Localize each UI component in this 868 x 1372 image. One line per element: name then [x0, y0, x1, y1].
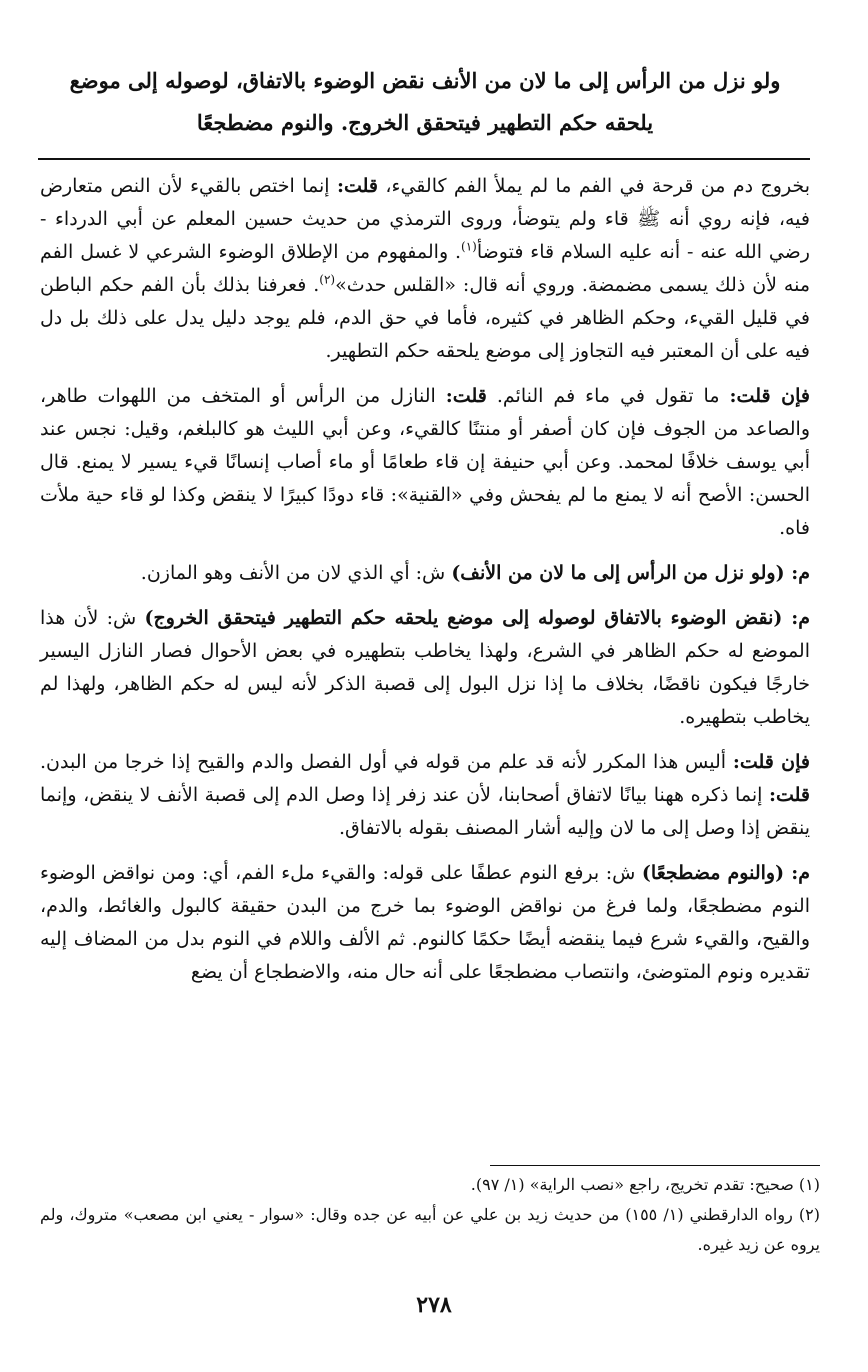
p5-q-label: فإن قلت:: [732, 751, 811, 773]
page-number: ٢٧٨: [416, 1292, 452, 1318]
p1-q-label: قلت:: [336, 175, 378, 197]
p1-text-a: بخروج دم من قرحة في الفم ما لم يملأ الفم كالقيء،: [385, 175, 810, 197]
footnote-2: (٢) رواه الدارقطني (١/ ١٥٥) من حديث زيد بن علي عن أبيه عن جده وقال: «سوار - يعني ابن مصعب» متروك، ولم يروه عن زيد غيره.: [40, 1205, 820, 1254]
footnote-ref-1: (١): [461, 239, 477, 254]
header-matn: ولو نزل من الرأس إلى ما لان من الأنف نقض الوضوء بالاتفاق، لوصوله إلى موضع يلحقه حكم التطهير فيتحقق الخروج. والنوم مضطجعًا: [69, 68, 781, 135]
p1-text-d: . فعرفنا بذلك بأن الفم حكم الباطن في قليل القيء، وحكم الظاهر في كثيره، فأما في حق الدم، فلم يوجد دليل يدل على ذلك بل دل فيه على أن المعتبر فيه التجاوز إلى موضع يلحقه حكم التطهير.: [40, 274, 810, 362]
p3-m-label: م: (ولو نزل من الرأس إلى ما لان من الأنف): [451, 562, 810, 584]
paragraph-5: [40, 746, 810, 845]
p6-text: ش: برفع النوم عطفًا على قوله: والقيء ملء الفم، أي: ومن نواقض الوضوء النوم مضطجعًا، ولما فرغ من نواقض الوضوء بما خرج من البدن حقيقة كالبول والغائط، والدم، والقيح، والقيء شرع فيما ينقضه أيضًا حكمًا كالنوم. ثم الألف واللام في النوم بدل من المضاف إليه تقديره ونوم المتوضئ، وانتصاب مضطجعًا على أنه حال منه، والاضطجاع أن يضع: [40, 862, 810, 983]
p5-a-label: قلت:: [768, 784, 811, 806]
p5-text-a: أليس هذا المكرر لأنه قد علم من قوله في أول الفصل والدم والقيح إذا خرجا من البدن.: [40, 751, 727, 773]
p2-a-label: قلت:: [445, 385, 487, 407]
p1-text-b: إنما اختص بالقيء لأن النص متعارض فيه، فإنه روي أنه ﷺ قاء ولم يتوضأ، وروى الترمذي من حديث حسين المعلم عن أبي الدرداء - رضي الله عنه - أنه عليه السلام قاء فتوضأ: [40, 175, 810, 263]
paragraph-4: [40, 602, 810, 734]
paragraph-1: [40, 170, 810, 368]
footnote-ref-2: (٢): [319, 272, 336, 287]
p1-text-c: . والمفهوم من الإطلاق الوضوء الشرعي لا غسل الفم منه لأن ذلك يسمى مضمضة. وروي أنه قال: «القلس حدث»: [40, 241, 810, 296]
page-body: [40, 60, 810, 989]
paragraph-2: [40, 380, 810, 545]
header-divider: [38, 158, 810, 160]
footnote-1: (١) صحيح: تقدم تخريج، راجع «نصب الراية» (١/ ٩٧).: [470, 1175, 820, 1194]
p2-q-label: فإن قلت:: [729, 385, 811, 407]
p4-text: ش: لأن هذا الموضع له حكم الظاهر في الشرع، ولهذا يخاطب بتطهيره في بعض الأحوال فصار النازل اليسير خارجًا فيكون ناقضًا، بخلاف ما إذا نزل البول إلى قصبة الذكر لأنه ليس له حكم الظاهر، ولهذا لم يخاطب بتطهيره.: [40, 607, 810, 728]
p5-text-b: إنما ذكره ههنا بيانًا لاتفاق أصحابنا، لأن عند زفر إذا وصل الدم إلى قصبة الأنف لا ينقض، وإنما ينقض إذا وصل إلى ما لان وإليه أشار المصنف بقوله بالاتفاق.: [40, 784, 810, 839]
paragraph-3: [40, 557, 810, 590]
paragraph-6: [40, 857, 810, 989]
footnote-divider: [490, 1165, 820, 1166]
p2-text-a: ما تقول في ماء فم النائم.: [496, 385, 720, 407]
p2-text-b: النازل من الرأس أو المتخف من اللهوات طاهر، والصاعد من الجوف فإن كان أصفر أو منتنًا كالقيء، وعن أبي الليث هو كالبلغم، وقيل: نجس عند أبي يوسف خلافًا لمحمد. وعن أبي حنيفة إن قاء طعامًا أو ماء أصاب إنسانًا قيء يسير لا يمنع. قال الحسن: الأصح أنه لا يمنع ما لم يفحش وفي «القنية»: قاء دودًا كبيرًا لا ينقض وكذا لو قاء حية ملأت فاه.: [40, 385, 810, 539]
p4-m-label: م: (نقض الوضوء بالاتفاق لوصوله إلى موضع يلحقه حكم التطهير فيتحقق الخروج): [144, 607, 811, 629]
p3-text: ش: أي الذي لان من الأنف وهو المازن.: [140, 562, 446, 584]
p6-m-label: م: (والنوم مضطجعًا): [641, 862, 810, 884]
footnotes: [40, 1170, 820, 1260]
